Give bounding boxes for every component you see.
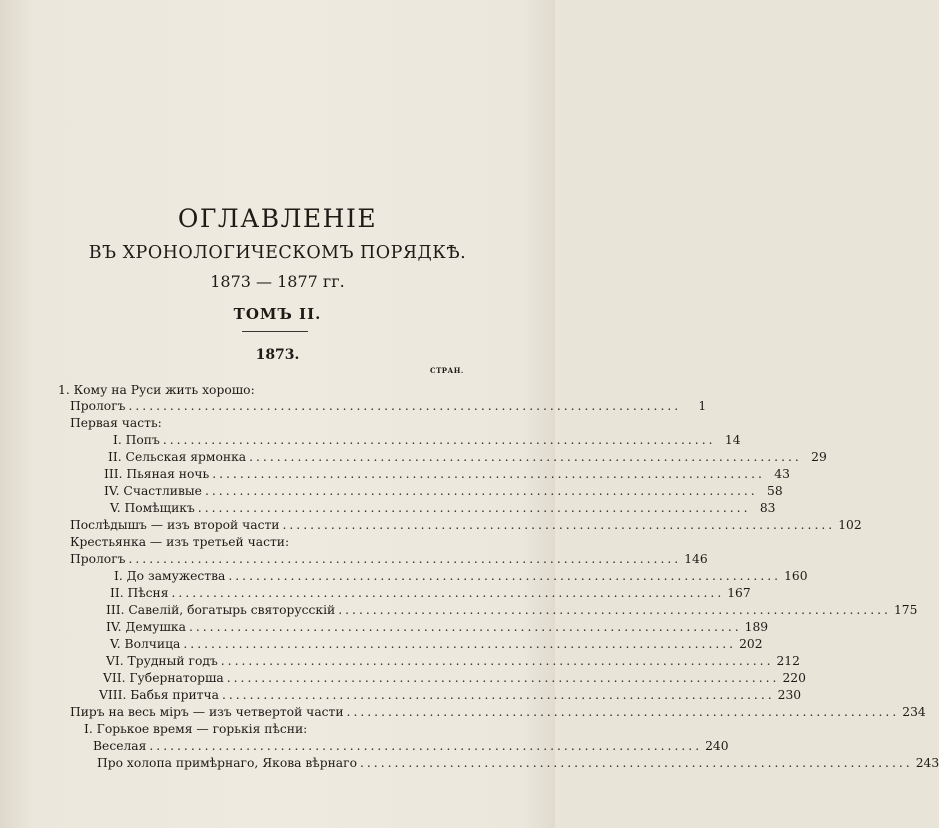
- toc-entry-label: I. Горькое время — горькія пѣсни:: [84, 722, 308, 736]
- toc-entry-label: III. Савелій, богатырь святорусскій: [106, 603, 336, 617]
- toc-leader: ................................................................................: [212, 467, 765, 481]
- toc-entry-page: 14: [724, 433, 741, 447]
- toc-entry-page: 240: [705, 739, 729, 753]
- toc-leader: ................................................................................: [149, 739, 703, 753]
- toc-entry: [84, 720, 460, 738]
- toc-entry-label: II. Пѣсня: [110, 586, 169, 600]
- toc-entry-label: IV. Демушка: [106, 620, 186, 634]
- toc-leader: ................................................................................: [228, 569, 782, 583]
- toc-entry-label: Веселая: [93, 739, 147, 753]
- toc-entry-page: 160: [784, 569, 808, 583]
- toc-entry: [113, 431, 741, 449]
- toc-entry-page: 167: [727, 586, 751, 600]
- toc-leader: ................................................................................: [128, 552, 682, 566]
- toc-leader: ................................................................................: [162, 433, 716, 447]
- volume-label: ТОМЪ II.: [233, 305, 322, 323]
- toc-entry: [110, 584, 751, 602]
- toc-entry: [70, 703, 926, 721]
- toc-leader: ................................................................................: [346, 705, 900, 719]
- toc-entry-page: 234: [902, 705, 926, 719]
- toc-leader: ................................................................................: [171, 586, 725, 600]
- toc-entry-page: 230: [777, 688, 802, 702]
- toc-entry-page: 1: [698, 399, 707, 413]
- toc-entry-label: IV. Счастливые: [104, 484, 202, 498]
- toc-entry: [104, 465, 790, 483]
- toc-entry-label: Про холопа примѣрнаго, Якова вѣрнаго: [97, 756, 357, 770]
- toc-entry: [70, 516, 862, 534]
- toc-leader: ................................................................................: [220, 654, 774, 668]
- toc-entry: [103, 669, 806, 687]
- toc-entry-page: 146: [684, 552, 708, 566]
- toc-entry-label: II. Сельская ярмонка: [108, 450, 247, 464]
- toc-entry: [106, 601, 918, 619]
- toc-entry-page: 58: [767, 484, 783, 498]
- toc-entry-label: V. Помѣщикъ: [110, 501, 195, 515]
- toc-entry-page: 202: [739, 637, 763, 651]
- toc-leader: ................................................................................: [204, 484, 758, 498]
- toc-entry: [110, 635, 763, 653]
- toc-entry-page: 212: [776, 654, 800, 668]
- toc-entry-label: I. Попъ: [113, 433, 160, 447]
- toc-leader: ................................................................................: [249, 450, 802, 464]
- toc-leader: ................................................................................: [183, 637, 737, 651]
- toc-entry: [70, 414, 460, 432]
- toc-leader: ................................................................................: [221, 688, 775, 702]
- toc-leader: ................................................................................: [359, 756, 913, 770]
- page-subtitle: ВЪ ХРОНОЛОГИЧЕСКОМЪ ПОРЯДКѢ.: [88, 243, 467, 263]
- toc-entry: [106, 618, 769, 636]
- toc-entry: [93, 737, 729, 755]
- toc-entry-label: Прологъ: [70, 552, 126, 566]
- toc-entry: [70, 550, 708, 568]
- toc-entry: [110, 499, 776, 517]
- toc-entry-label: Послѣдышъ — изъ второй части: [70, 518, 280, 532]
- toc-entry-label: III. Пьяная ночь: [104, 467, 210, 481]
- toc-leader: ................................................................................: [188, 620, 742, 634]
- toc-leader: ................................................................................: [197, 501, 751, 515]
- toc-leader: ................................................................................: [338, 603, 891, 617]
- toc-entry-page: 43: [774, 467, 790, 481]
- toc-entry-label: VI. Трудный годъ: [106, 654, 218, 668]
- page-title: ОГЛАВЛЕНІЕ: [177, 204, 378, 233]
- toc-leader: ................................................................................: [226, 671, 780, 685]
- toc-entry: [70, 397, 707, 415]
- toc-entry-label: V. Волчица: [110, 637, 181, 651]
- toc-entry-page: 102: [838, 518, 862, 532]
- toc-entry-label: Пиръ на весь міръ — изъ четвертой части: [70, 705, 344, 719]
- toc-entry-page: 83: [759, 501, 776, 515]
- toc-entry: [106, 652, 800, 670]
- toc-entry: [114, 567, 808, 585]
- toc-entry: [97, 754, 939, 772]
- toc-entry-label: VIII. Бабья притча: [99, 688, 219, 702]
- toc-entry-page: 220: [782, 671, 806, 685]
- toc-leader: ................................................................................: [282, 518, 836, 532]
- toc-entry-page: 29: [811, 450, 827, 464]
- toc-leader: ................................................................................: [128, 399, 682, 413]
- toc-entry-label: VII. Губернаторша: [103, 671, 224, 685]
- toc-entry-label: Прологъ: [70, 399, 126, 413]
- section-year: 1873.: [255, 347, 300, 363]
- toc-entry: [99, 686, 802, 704]
- year-range: 1873 — 1877 гг.: [210, 272, 345, 291]
- page-column-header: СТРАН.: [430, 366, 464, 375]
- toc-entry: [70, 533, 460, 551]
- toc-entry: [108, 448, 827, 466]
- toc-entry-label: I. До замужества: [114, 569, 226, 583]
- toc-entry: [104, 482, 783, 500]
- toc-entry-label: Первая часть:: [70, 416, 162, 430]
- toc-entry-label: 1. Кому на Руси жить хорошо:: [58, 383, 255, 397]
- toc-entry-page: 189: [744, 620, 769, 634]
- divider: [242, 331, 308, 332]
- toc-entry-page: 243: [915, 756, 939, 770]
- toc-entry-label: Крестьянка — изъ третьей части:: [70, 535, 290, 549]
- toc-entry-page: 175: [893, 603, 918, 617]
